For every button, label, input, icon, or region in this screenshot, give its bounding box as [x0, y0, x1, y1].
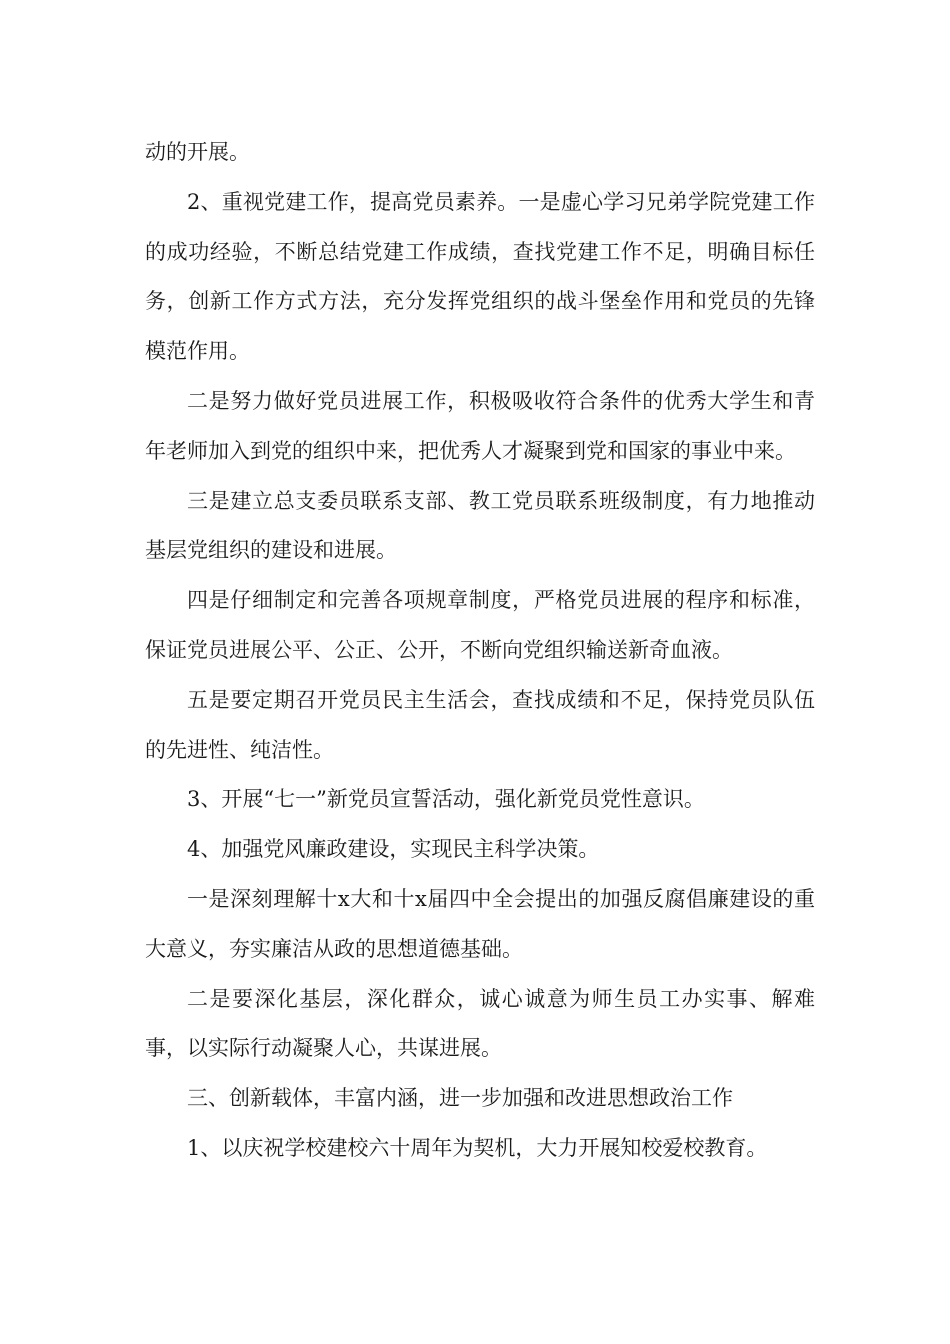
paragraph-continuation: 动的开展。: [145, 140, 250, 164]
paragraph-point-five: 五是要定期召开党员民主生活会，查找成绩和不足，保持党员队伍的先进性、纯洁性。: [145, 687, 815, 762]
paragraph-point-four: 四是仔细制定和完善各项规章制度，严格党员进展的程序和标准，保证党员进展公平、公正、公开，不断向党组织输送新奇血液。: [145, 588, 815, 662]
document-page: [145, 128, 815, 1174]
paragraph-item-4-point-two: 二是要深化基层，深化群众，诚心诚意为师生员工办实事、解难事，以实际行动凝聚人心，共谋进展。: [145, 986, 815, 1061]
paragraph-point-two: 二是努力做好党员进展工作，积极吸收符合条件的优秀大学生和青年老师加入到党的组织中来，把优秀人才凝聚到党和国家的事业中来。: [145, 388, 815, 463]
paragraph-point-three: 三是建立总支委员联系支部、教工党员联系班级制度，有力地推动基层党组织的建设和进展。: [145, 488, 815, 563]
paragraph-item-4-point-one: 一是深刻理解十x大和十x届四中全会提出的加强反腐倡廉建设的重大意义，夯实廉洁从政的思想道德基础。: [145, 886, 815, 961]
section-heading-three: 三、创新载体，丰富内涵，进一步加强和改进思想政治工作: [187, 1086, 733, 1111]
paragraph-item-4: 4、加强党风廉政建设，实现民主科学决策。: [187, 837, 600, 862]
paragraph-section-three-item-1: 1、以庆祝学校建校六十周年为契机，大力开展知校爱校教育。: [187, 1135, 768, 1160]
paragraph-item-3: 3、开展“七一”新党员宣誓活动，强化新党员党性意识。: [187, 787, 705, 812]
paragraph-item-2: 2、重视党建工作，提高党员素养。一是虚心学习兄弟学院党建工作的成功经验，不断总结党建工作成绩，查找党建工作不足，明确目标任务，创新工作方式方法，充分发挥党组织的战斗堡垒作用和党员的先锋模范作用。: [145, 189, 815, 364]
